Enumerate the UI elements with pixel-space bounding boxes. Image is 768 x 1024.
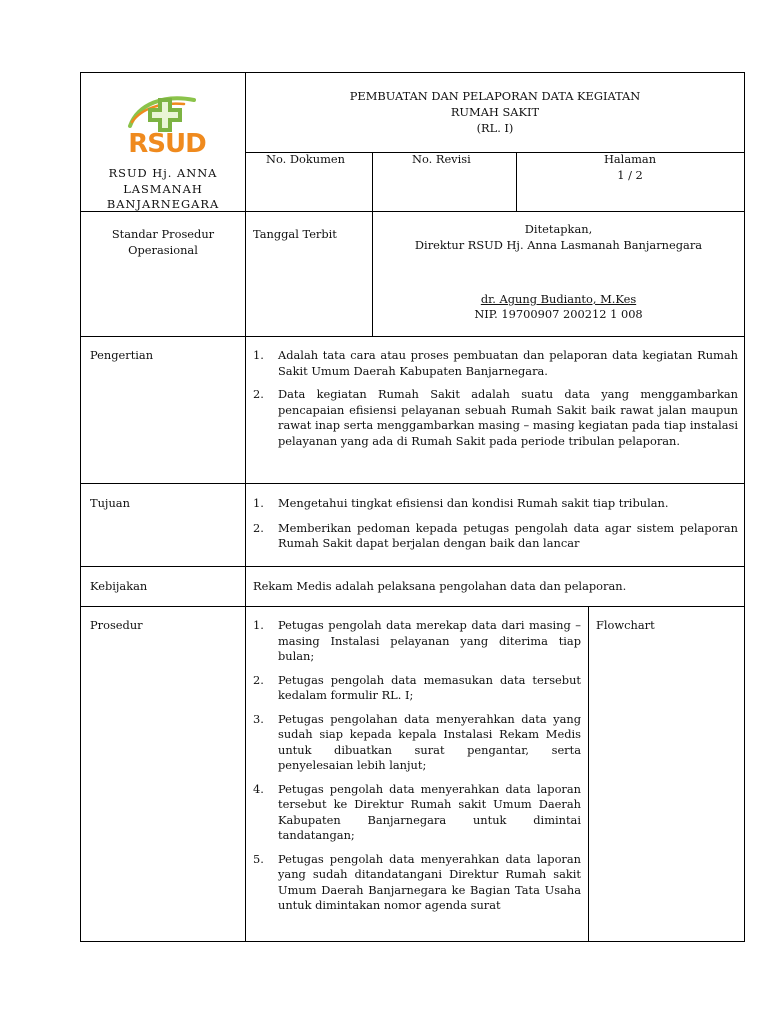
sop-label: Standar Prosedur Operasional	[111, 227, 215, 257]
director-name: dr. Agung Budianto, M.Kes	[480, 292, 637, 306]
list-item: 2. Memberikan pedoman kepada petugas pengolah data agar sistem pelaporan Rumah Sakit dapat berjalan dengan baik dan lancar	[253, 520, 738, 550]
section-label-pengertian: Pengertian	[90, 348, 154, 362]
list-item: 3. Petugas pengolahan data menyerahkan data yang sudah siap kepada kepala Instalasi Rekam Medis untuk dibuatkan surat pengantar, serta penyelesaian lebih lanjut;	[253, 711, 581, 772]
health-cross-icon	[124, 92, 210, 132]
flowchart-column-divider	[588, 606, 589, 942]
table-border-right	[744, 72, 745, 942]
header-divider-sop	[80, 336, 745, 337]
doc-number-label: No. Dokumen	[266, 152, 345, 166]
hospital-name: RSUD Hj. ANNA LASMANAH BANJARNEGARA	[106, 166, 220, 211]
document-title-line1: PEMBUATAN DAN PELAPORAN DATA KEGIATAN	[349, 89, 641, 103]
section-label-tujuan: Tujuan	[90, 496, 130, 510]
row-divider-pengertian	[80, 483, 745, 484]
director-title: Direktur RSUD Hj. Anna Lasmanah Banjarnegara	[414, 238, 703, 252]
table-border-left	[80, 72, 81, 942]
director-nip: NIP. 19700907 200212 1 008	[474, 307, 643, 321]
list-item: 2. Petugas pengolah data memasukan data tersebut kedalam formulir RL. I;	[253, 672, 581, 702]
list-item: 5. Petugas pengolah data menyerahkan data laporan yang sudah ditandatangani Direktur Rumah sakit Umum Daerah Banjarnegara ke Bagian Tata Usaha untuk dimintakan nomor agenda surat	[253, 851, 581, 912]
section-label-prosedur: Prosedur	[90, 618, 143, 632]
logo-text: RSUD	[128, 129, 206, 159]
list-item: 4. Petugas pengolah data menyerahkan data laporan tersebut ke Direktur Rumah sakit Umum Daerah Kabupaten Banjarnegara untuk dimintai tandatangan;	[253, 781, 581, 842]
table-border-top	[80, 72, 745, 73]
rsud-logo	[124, 92, 210, 164]
document-title-line2: RUMAH SAKIT	[450, 105, 540, 119]
page-value: 1 / 2	[617, 168, 643, 182]
list-item: 2. Data kegiatan Rumah Sakit adalah suatu data yang menggambarkan pencapaian efisiensi pelayanan sebuah Rumah Sakit baik rawat jalan maupun rawat inap serta menggambarkan masing – masing kegiatan pada tiap instalasi pelayanan yang ada di Rumah Sakit pada periode tribulan pelaporan.	[253, 387, 738, 448]
list-item: 1. Mengetahui tingkat efisiensi dan kondisi Rumah sakit tiap tribulan.	[253, 496, 669, 510]
table-border-bottom	[80, 941, 745, 942]
label-column-divider	[245, 72, 246, 942]
prosedur-list	[253, 618, 581, 922]
tujuan-list	[253, 496, 738, 560]
revision-label: No. Revisi	[412, 152, 471, 166]
row-divider-tujuan	[80, 566, 745, 567]
document-title-line3: (RL. I)	[476, 121, 514, 135]
pengertian-list	[253, 348, 738, 457]
page-label: Halaman	[603, 152, 657, 166]
section-label-kebijakan: Kebijakan	[90, 579, 148, 593]
list-item: 1. Petugas pengolah data merekap data dari masing – masing Instalasi pelayanan yang diterima tiap bulan;	[253, 618, 581, 663]
row-divider-kebijakan	[80, 606, 745, 607]
flowchart-label: Flowchart	[596, 618, 655, 632]
issue-date-label: Tanggal Terbit	[253, 227, 337, 241]
approved-label: Ditetapkan,	[524, 222, 593, 236]
list-item: 1. Adalah tata cara atau proses pembuatan dan pelaporan data kegiatan Rumah Sakit Umum Daerah Kabupaten Banjarnegara.	[253, 348, 738, 378]
kebijakan-text: Rekam Medis adalah pelaksana pengolahan data dan pelaporan.	[253, 579, 627, 593]
